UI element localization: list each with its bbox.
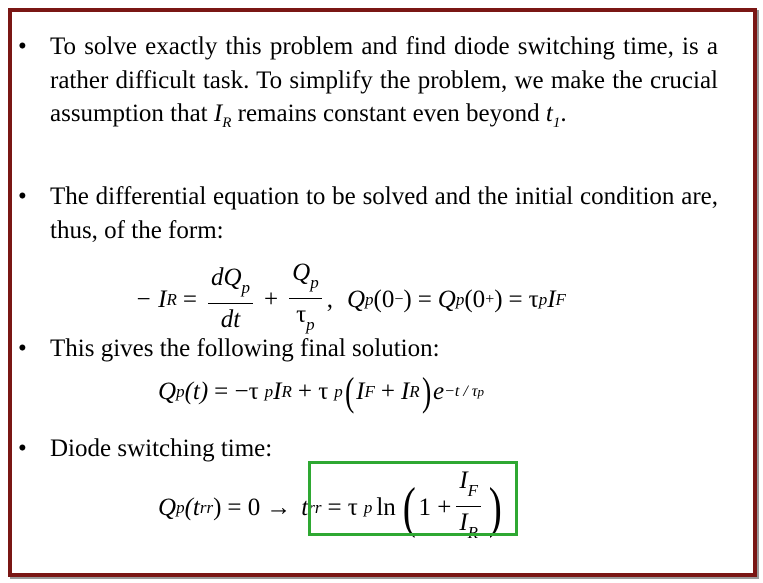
eq1-ic-mid: Q <box>437 285 456 313</box>
eq1-ic-rhs-sub: p <box>538 289 548 309</box>
bullet-marker: • <box>18 435 27 462</box>
eq3-lhs-arg: (t <box>184 493 200 521</box>
equation-differential <box>135 258 566 341</box>
eq1-ic-lhs-arg: (0 <box>373 285 395 313</box>
eq2-equals: = −τ <box>214 378 259 405</box>
eq1-ic-mid-close: ) <box>494 285 503 313</box>
eq1-frac2-num-sub: p <box>310 273 319 292</box>
symbol-t-1 <box>545 100 561 131</box>
eq3-arrow: → <box>266 493 292 521</box>
bullet-1-text <box>50 30 718 141</box>
eq3-ln: ln <box>376 493 396 521</box>
eq2-exp: −t / τ <box>444 383 478 400</box>
eq1-frac-dQdt <box>208 263 253 336</box>
eq1-frac1-den: dt <box>220 306 241 333</box>
bullet-4-text: Diode switching time: <box>50 435 273 462</box>
bullet-marker: • <box>18 335 27 362</box>
eq2-IR: I <box>400 378 410 405</box>
eq2-tau-sub: p <box>264 382 274 401</box>
eq1-frac2-num-text: Q <box>292 259 311 286</box>
eq2-exp-sub: p <box>477 384 485 399</box>
eq3-equals: = τ <box>327 493 358 521</box>
eq1-frac1-num-text: dQ <box>210 264 242 291</box>
eq3-one-plus: 1 + <box>418 493 452 521</box>
bullet-2-text: The differential equation to be solved and the initial condition are, thus, of the form: <box>50 183 718 244</box>
eq2-I1: I <box>273 378 282 405</box>
symbol-I-sub: R <box>222 115 232 131</box>
eq1-frac2-num <box>289 258 322 299</box>
eq2-plus2: + <box>380 378 395 405</box>
symbol-t: t <box>545 100 553 127</box>
eq2-I1-sub: R <box>281 382 292 401</box>
eq1-frac1-num-sub: p <box>241 278 251 297</box>
eq3-lhs-arg-sub: rr <box>199 497 214 517</box>
symbol-I: I <box>213 100 223 127</box>
highlight-box <box>308 461 518 539</box>
eq3-tau-sub: p <box>363 497 373 517</box>
eq2-open-paren: ( <box>344 369 355 414</box>
bullet-3 <box>18 332 718 366</box>
eq2-IF-sub: F <box>364 382 375 401</box>
bullet-1-text-after: . <box>560 100 567 127</box>
eq1-ic-mid-sub: p <box>455 289 465 309</box>
bullet-marker: • <box>18 33 27 60</box>
eq1-plus: + <box>264 285 279 313</box>
symbol-I-R <box>213 100 232 131</box>
eq1-ic-rhs-I: I <box>547 285 556 313</box>
eq3-t: t <box>301 493 309 521</box>
eq3-lhs-sub: p <box>176 497 185 517</box>
eq2-lhs-arg: (t) <box>184 378 209 405</box>
eq1-lhs-sub: R <box>166 289 177 309</box>
eq2-IF: I <box>356 378 365 405</box>
eq1-ic-mid-arg: (0 <box>464 285 486 313</box>
eq2-lhs-sub: p <box>176 382 185 401</box>
eq2-IR-sub: R <box>409 382 420 401</box>
eq2-plus: + τ <box>297 378 329 405</box>
bullet-marker: • <box>18 183 27 210</box>
eq3-open-paren: ( <box>402 476 416 539</box>
eq1-frac1-num <box>208 263 253 304</box>
eq1-frac-Qtau <box>289 258 322 341</box>
eq1-equals: = <box>182 285 197 313</box>
eq1-frac2-den-text: τ <box>296 301 307 328</box>
eq1-ic-eq1: = <box>417 285 432 313</box>
eq1-ic-lhs-sup: − <box>394 290 404 308</box>
bullet-3-text: This gives the following final solution: <box>50 335 440 362</box>
eq1-ic-mid-sup: + <box>485 290 495 308</box>
eq2-lhs: Q <box>158 378 177 405</box>
eq1-comma: , <box>326 285 333 313</box>
eq3-frac-den-text: I <box>459 509 468 536</box>
eq1-lhs: − I <box>135 285 167 313</box>
eq1-ic-rhs-I-sub: F <box>555 289 566 309</box>
eq3-frac-num-text: I <box>459 467 468 494</box>
eq1-ic-rhs-tau: τ <box>528 285 539 313</box>
eq3-frac-num-sub: F <box>467 481 479 500</box>
eq2-tau2-sub: p <box>334 382 343 401</box>
eq1-frac2-den-sub: p <box>306 315 315 334</box>
eq3-eq-zero: = 0 <box>227 493 261 521</box>
eq3-lhs: Q <box>158 493 177 521</box>
eq3-lhs-arg-close: ) <box>213 493 222 521</box>
bullet-1-text-middle: remains constant even beyond <box>231 100 546 127</box>
bullet-1-text-before: To solve exactly this problem and find diode switching time, is a rather difficult task. To simplify the problem, we make the crucial assumption that <box>50 33 718 127</box>
eq2-e: e <box>433 378 445 405</box>
eq1-ic-eq2: = <box>508 285 523 313</box>
eq1-ic-lhs: Q <box>346 285 365 313</box>
equation-solution <box>158 369 485 414</box>
symbol-t-sub: 1 <box>552 115 561 131</box>
eq2-close-paren: ) <box>421 369 432 414</box>
eq3-close-paren: ) <box>488 476 502 539</box>
bullet-1 <box>18 30 718 141</box>
eq1-ic-lhs-close: ) <box>403 285 412 313</box>
eq3-t-sub: rr <box>308 497 322 517</box>
eq3-frac-den-sub: R <box>467 523 479 542</box>
bullet-2 <box>18 180 718 247</box>
eq1-ic-lhs-sub: p <box>365 289 374 309</box>
